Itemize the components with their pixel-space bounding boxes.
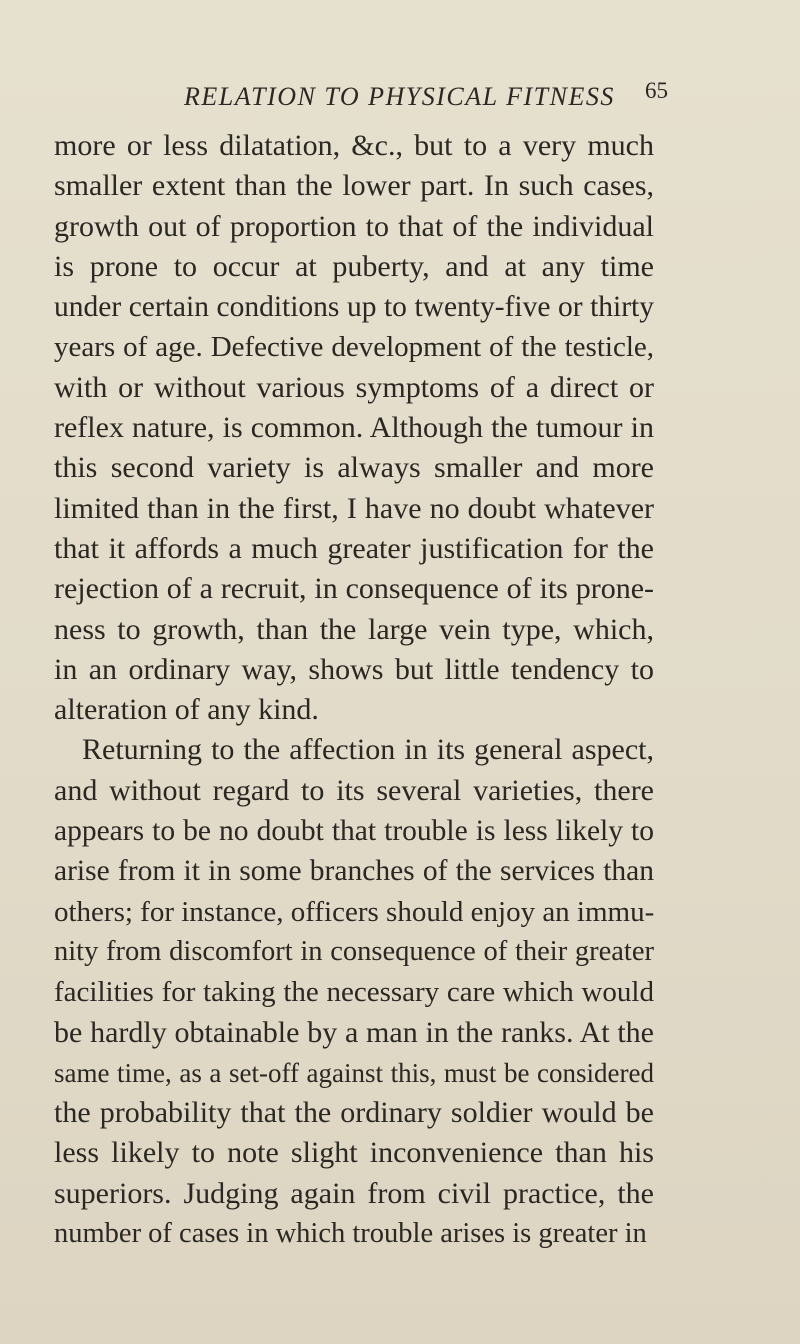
text-line: is prone to occur at puberty, and at any time bbox=[54, 249, 654, 283]
text-line: others; for instance, officers should enjoy an immu- bbox=[54, 895, 655, 928]
text-line: alteration of any kind. bbox=[54, 693, 319, 727]
text-line: nity from discomfort in consequence of their greater bbox=[54, 935, 654, 967]
text-line: in an ordinary way, shows but little tendency to bbox=[54, 652, 654, 686]
text-line: that it affords a much greater justification for the bbox=[54, 531, 654, 565]
running-head: RELATION TO PHYSICAL FITNESS bbox=[184, 82, 615, 111]
body-text bbox=[54, 126, 654, 1254]
text-line: Returning to the affection in its general aspect, bbox=[82, 733, 654, 767]
text-line: appears to be no doubt that trouble is less likely to bbox=[54, 815, 654, 848]
text-line: be hardly obtainable by a man in the ranks. At the bbox=[54, 1015, 654, 1049]
text-line: growth out of proportion to that of the individual bbox=[54, 209, 654, 243]
text-line: arise from it in some branches of the services than bbox=[54, 855, 654, 888]
text-line: superiors. Judging again from civil practice, the bbox=[54, 1176, 654, 1210]
text-line: same time, as a set-off against this, must be considered bbox=[54, 1057, 654, 1088]
text-line: this second variety is always smaller and more bbox=[54, 451, 654, 485]
text-line: the probability that the ordinary soldier would be bbox=[54, 1096, 654, 1130]
text-line: under certain conditions up to twenty-five or thirty bbox=[54, 291, 654, 324]
text-line: number of cases in which trouble arises is greater in bbox=[54, 1218, 647, 1250]
text-line: and without regard to its several varieties, there bbox=[54, 773, 654, 807]
text-line: smaller extent than the lower part. In such cases, bbox=[54, 169, 654, 203]
text-line: reflex nature, is common. Although the tumour in bbox=[54, 411, 654, 445]
text-line: more or less dilatation, &c., but to a very much bbox=[54, 129, 654, 162]
text-line: ness to growth, than the large vein type, which, bbox=[54, 612, 654, 646]
text-line: with or without various symptoms of a direct or bbox=[54, 370, 654, 404]
text-line: limited than in the first, I have no doubt whatever bbox=[54, 491, 654, 525]
text-line: facilities for taking the necessary care which would bbox=[54, 976, 654, 1009]
page-number: 65 bbox=[645, 78, 668, 103]
text-line: less likely to note slight inconvenience than his bbox=[54, 1136, 654, 1170]
text-line: rejection of a recruit, in consequence of its prone- bbox=[54, 572, 654, 606]
page-header bbox=[0, 78, 800, 118]
text-line: years of age. Defective development of the testicle, bbox=[54, 331, 654, 364]
